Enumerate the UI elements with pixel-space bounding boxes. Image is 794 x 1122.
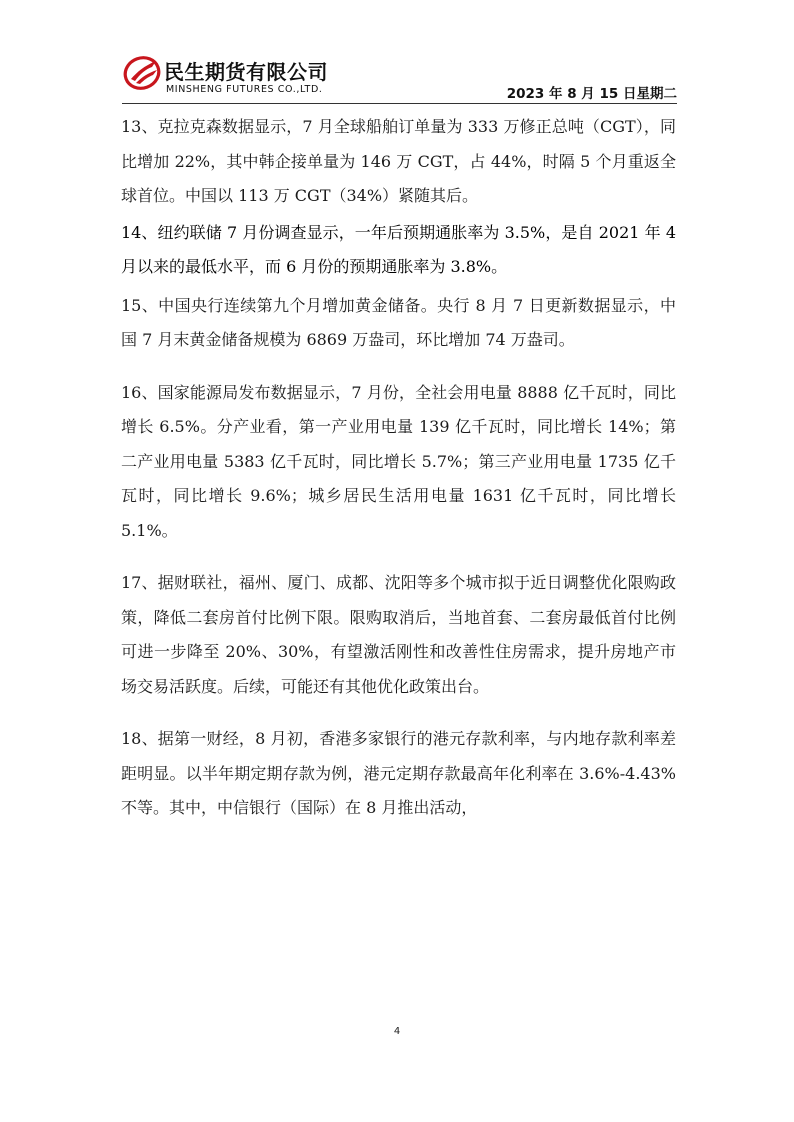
news-item-15: 15、中国央行连续第九个月增加黄金储备。央行 8 月 7 日更新数据显示，中国 7 月末黄金储备规模为 6869 万盎司，环比增加 74 万盎司。: [121, 295, 676, 349]
company-name-cn: 民生期货有限公司: [164, 60, 328, 84]
news-item-16: 16、国家能源局发布数据显示，7 月份，全社会用电量 8888 亿千瓦时，同比增长 6.5%。分产业看，第一产业用电量 139 亿千瓦时，同比增长 14%；第二产业用电量 5383 亿千瓦时，同比增长 5.7%；第三产业用电量 1735 亿千瓦时，同比增长 9.6%；城乡居民生活用电量 1631 亿千瓦时，同比增长 5.1%。: [121, 382, 676, 540]
header-date: 2023 年 8 月 15 日星期二: [506, 86, 677, 102]
company-name-en: MINSHENG FUTURES CO.,LTD.: [166, 84, 323, 95]
news-item-14: 14、纽约联储 7 月份调查显示，一年后预期通胀率为 3.5%，是自 2021 年 4 月以来的最低水平，而 6 月份的预期通胀率为 3.8%。: [121, 222, 676, 276]
news-item-18: 18、据第一财经，8 月初，香港多家银行的港元存款利率，与内地存款利率差距明显。以半年期定期存款为例，港元定期存款最高年化利率在 3.6%-4.43%不等。其中，中信银行（国际）在 8 月推出活动，: [121, 729, 676, 817]
minsheng-logo-icon: [122, 52, 162, 92]
news-item-17: 17、据财联社，福州、厦门、成都、沈阳等多个城市拟于近日调整优化限购政策，降低二套房首付比例下限。限购取消后，当地首套、二套房最低首付比例可进一步降至 20%、30%，有望激活刚性和改善性住房需求，提升房地产市场交易活跃度。后续，可能还有其他优化政策出台。: [121, 573, 676, 696]
header-divider: [122, 103, 677, 104]
page-header: [122, 50, 677, 106]
news-content: [121, 110, 676, 826]
page-number: 4: [393, 1026, 401, 1037]
news-item-13: 13、克拉克森数据显示，7 月全球船舶订单量为 333 万修正总吨（CGT），同比增加 22%，其中韩企接单量为 146 万 CGT，占 44%，时隔 5 个月重返全球首位。中国以 113 万 CGT（34%）紧随其后。: [121, 117, 676, 205]
